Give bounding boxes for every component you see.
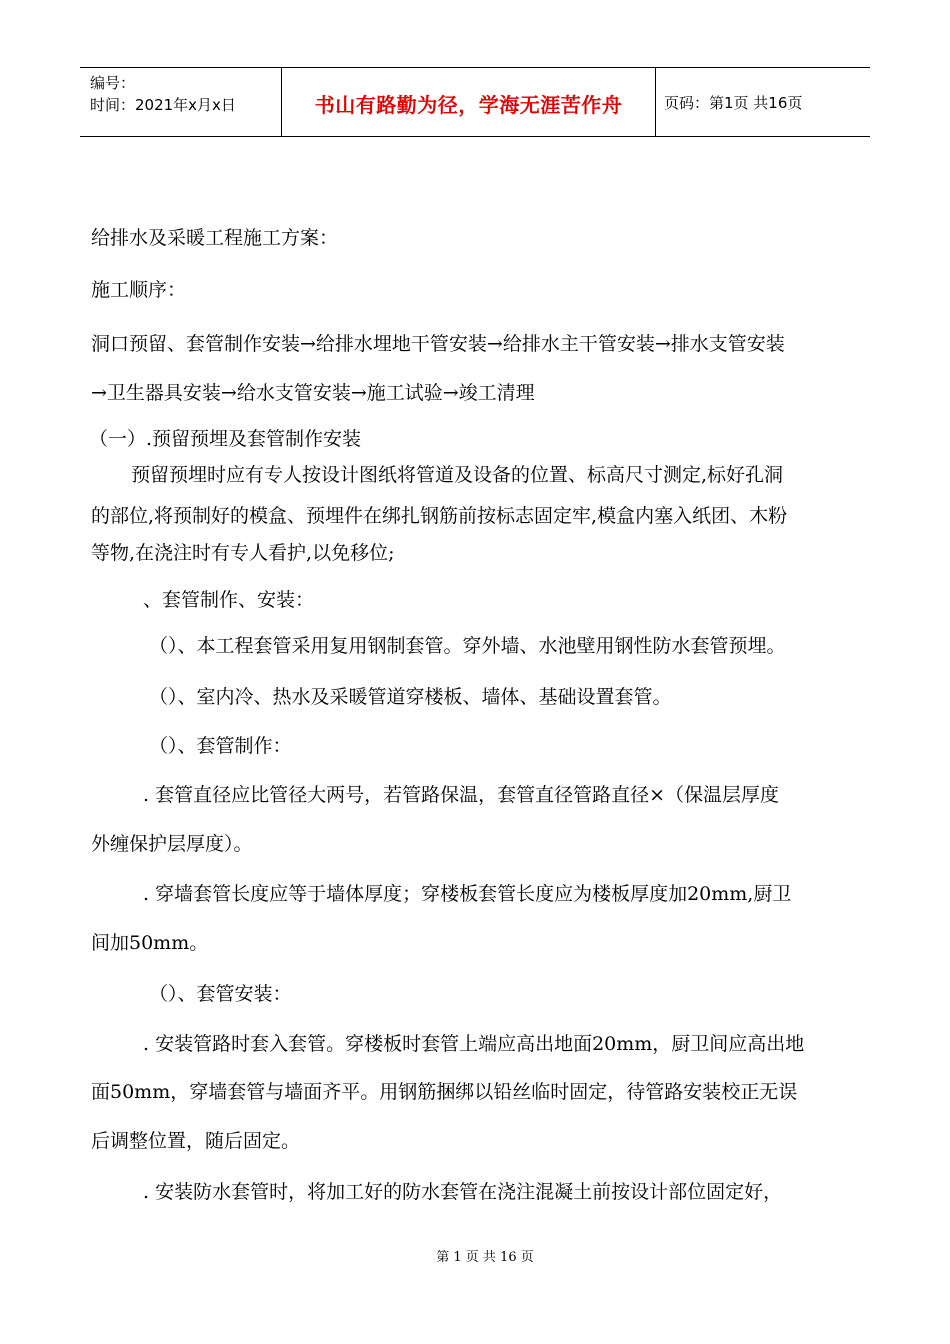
body-line: 间加50mm。 — [91, 932, 209, 954]
header-page-code: 页码：第1页 共16页 — [664, 93, 803, 112]
body-line: 面50mm，穿墙套管与墙面齐平。用钢筋捆绑以铅丝临时固定，待管路安装校正无误 — [91, 1081, 798, 1103]
body-line: 施工顺序： — [91, 279, 187, 301]
body-line: （）、室内冷、热水及采暖管道穿楼板、墙体、基础设置套管。 — [149, 686, 672, 708]
section-heading: （一）.预留预埋及套管制作安装 — [89, 428, 362, 450]
body-line: . 套管直径应比管径大两号，若管路保温，套管直径管路直径×（保温层厚度 — [143, 784, 780, 806]
body-line: . 安装防水套管时，将加工好的防水套管在浇注混凝土前按设计部位固定好， — [143, 1181, 783, 1203]
body-line: 等物,在浇注时有专人看护,以免移位; — [91, 542, 395, 564]
body-line: 、套管制作、安装： — [143, 589, 315, 611]
page-footer: 第 1 页 共 16 页 — [436, 1250, 534, 1265]
body-line: →卫生器具安装→给水支管安装→施工试验→竣工清理 — [91, 382, 535, 404]
document-date-label: 时间：2021年x月x日 — [90, 96, 236, 114]
header-motto-cell — [282, 68, 656, 136]
body-line: 洞口预留、套管制作安装→给排水埋地干管安装→给排水主干管安装→排水支管安装 — [91, 333, 785, 355]
body-line: （）、套管安装： — [149, 983, 292, 1005]
body-line: （）、套管制作： — [149, 735, 292, 757]
header-meta-cell — [80, 68, 282, 136]
body-line: 的部位,将预制好的模盒、预埋件在绑扎钢筋前按标志固定牢,模盒内塞入纸团、木粉 — [91, 505, 788, 527]
document-number-label: 编号： — [90, 74, 136, 92]
body-line: 预留预埋时应有专人按设计图纸将管道及设备的位置、标高尺寸测定,标好孔洞 — [131, 464, 784, 486]
body-line: （）、本工程套管采用复用钢制套管。穿外墙、水池壁用钢性防水套管预埋。 — [149, 635, 786, 657]
header-motto: 书山有路勤为径，学海无涯苦作舟 — [314, 92, 623, 117]
body-line: 外缠保护层厚度）。 — [91, 833, 253, 855]
header-page-cell — [656, 68, 870, 136]
body-line: . 安装管路时套入套管。穿楼板时套管上端应高出地面20mm，厨卫间应高出地 — [143, 1033, 805, 1055]
body-line: . 穿墙套管长度应等于墙体厚度；穿楼板套管长度应为楼板厚度加20mm,厨卫 — [143, 883, 792, 905]
body-line: 后调整位置，随后固定。 — [91, 1130, 301, 1152]
body-line: 给排水及采暖工程施工方案： — [91, 227, 339, 249]
document-header — [80, 67, 870, 137]
